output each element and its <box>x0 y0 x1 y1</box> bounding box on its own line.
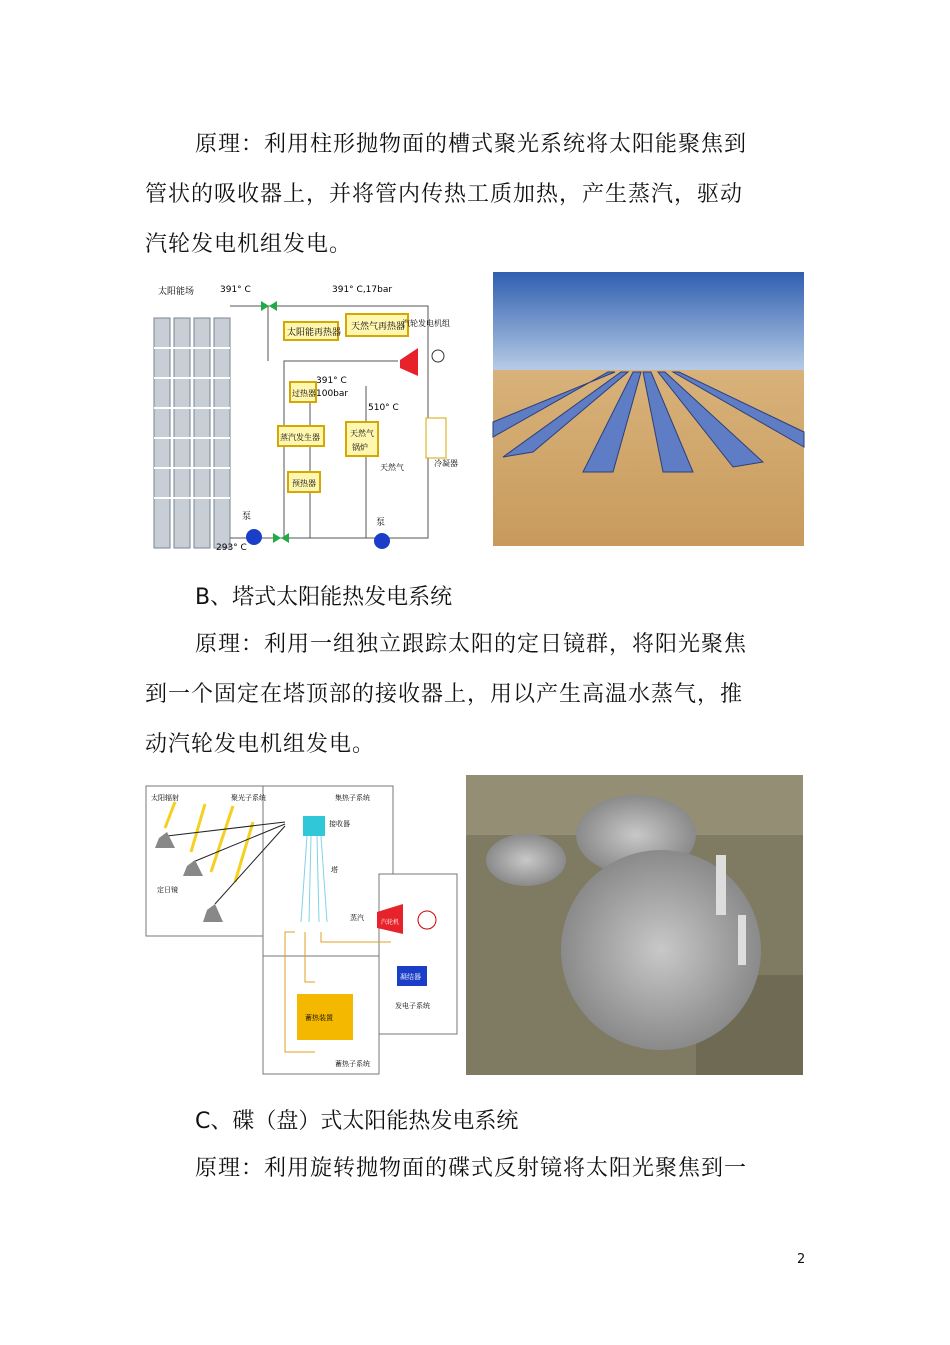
label-condenser: 冷凝器 <box>434 459 458 468</box>
label-temp-pressure-top: 391° C,17bar <box>332 285 393 295</box>
label-heat-collection-subsystem: 集热子系统 <box>335 794 370 802</box>
label-storage-device: 蓄热装置 <box>305 1014 333 1022</box>
trough-system-diagram <box>148 276 458 556</box>
section-b-principle: 原理：利用一组独立跟踪太阳的定日镜群，将阳光聚焦到一个固定在塔顶部的接收器上，用以产生高温水蒸气，推动汽轮发电机组发电。 <box>145 632 748 757</box>
label-pump-right: 泵 <box>376 518 386 528</box>
label-solar-field: 太阳能场 <box>158 287 195 297</box>
label-temp-cold: 293° C <box>216 543 247 553</box>
section-b-heading: B、塔式太阳能热发电系统 <box>195 585 453 610</box>
label-temp-mid: 391° C <box>316 376 347 386</box>
tower-field-photo <box>466 775 803 1075</box>
label-solar-radiation: 太阳辐射 <box>151 794 179 802</box>
label-steam-generator: 蒸汽发生器 <box>280 433 320 442</box>
label-temp-510: 510° C <box>368 403 399 413</box>
label-gas-reheater: 天然气再热器 <box>351 322 406 332</box>
label-receiver: 接收器 <box>329 820 350 828</box>
section-c-principle: 原理：利用旋转抛物面的碟式反射镜将太阳光聚焦到一 <box>195 1156 748 1181</box>
page-number: 2 <box>797 1252 806 1267</box>
label-power-subsystem: 发电子系统 <box>395 1002 430 1010</box>
label-turbine-set: 汽轮发电机组 <box>402 319 450 328</box>
label-heliostat: 定日镜 <box>157 886 178 894</box>
label-gas-boiler-2: 锅炉 <box>352 443 368 452</box>
label-concentrator-subsystem: 聚光子系统 <box>231 794 266 802</box>
label-pump-left: 泵 <box>242 512 252 522</box>
section-a-principle: 原理：利用柱形抛物面的槽式聚光系统将太阳能聚焦到管状的吸收器上，并将管内传热工质加热，产生蒸汽，驱动汽轮发电机组发电。 <box>145 132 748 257</box>
tower-system-diagram <box>145 782 460 1074</box>
trough-field-photo <box>493 272 804 546</box>
label-temp-hot: 391° C <box>220 285 251 295</box>
label-storage-subsystem: 蓄热子系统 <box>335 1060 370 1068</box>
section-c-heading: C、碟（盘）式太阳能热发电系统 <box>195 1109 519 1134</box>
label-natural-gas: 天然气 <box>380 463 404 472</box>
label-preheater: 预热器 <box>292 479 316 488</box>
label-gas-boiler-1: 天然气 <box>350 429 374 438</box>
label-condenser-tower: 凝结器 <box>400 973 421 981</box>
label-turbine: 汽轮机 <box>381 919 400 926</box>
label-steam: 蒸汽 <box>350 914 364 922</box>
label-solar-reheater: 太阳能再热器 <box>287 328 342 338</box>
label-pressure-mid: 100bar <box>316 389 349 399</box>
label-superheater: 过热器 <box>292 389 316 398</box>
label-tower: 塔 <box>331 866 338 874</box>
